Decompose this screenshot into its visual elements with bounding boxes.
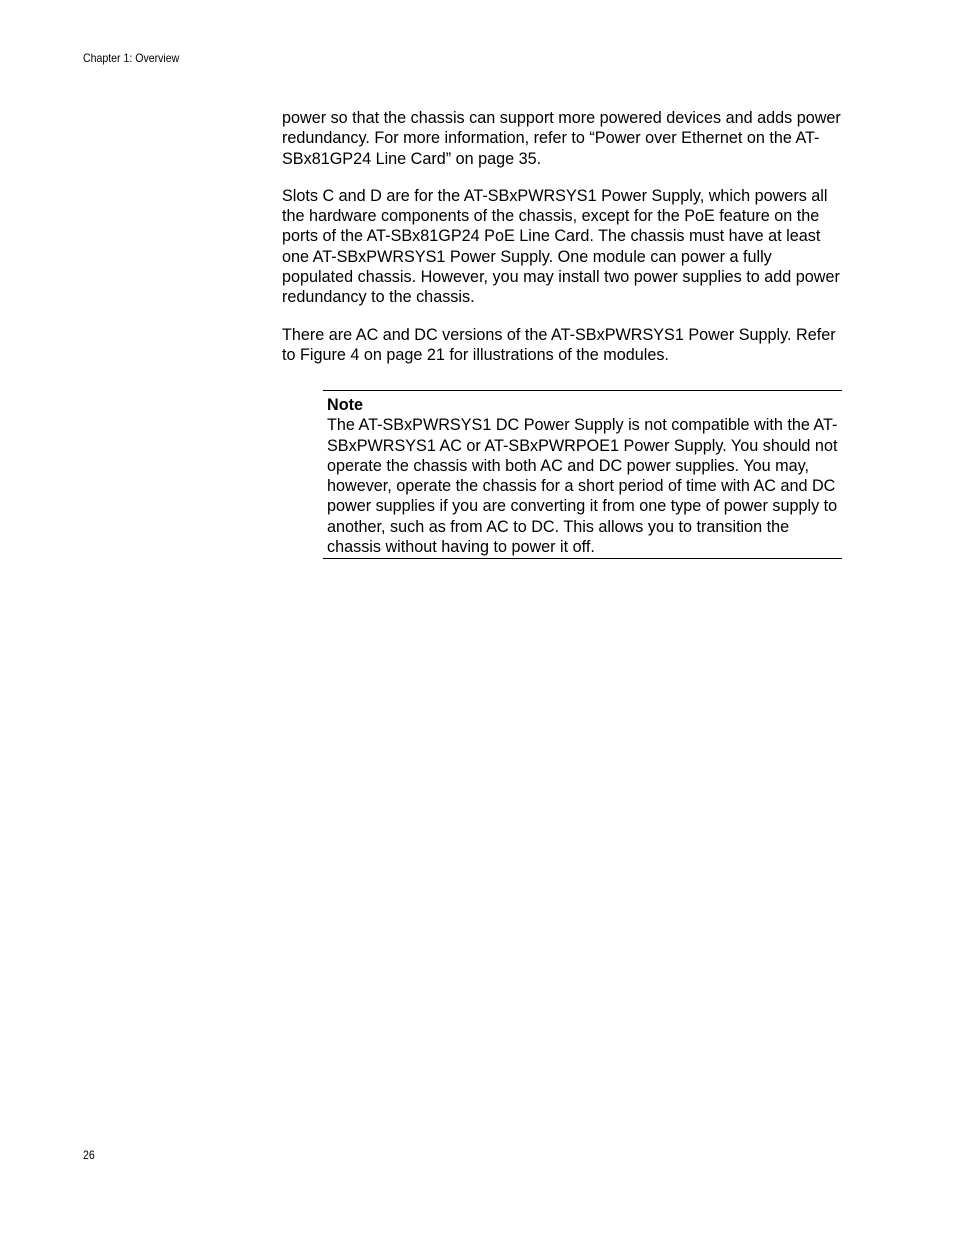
running-header: Chapter 1: Overview — [83, 51, 180, 65]
note-text: The AT-SBxPWRSYS1 DC Power Supply is not compatible with the AT-SBxPWRSYS1 AC or AT-SBxPWRPOE1 Power Supply. You should not operate the chassis with both AC and DC power supplies. You may, however, operate the chassis for a short period of time with AC and DC power supplies if you are converting it from one type of power supply to another, such as from AC to DC. This allows you to transition the chassis without having to power it off. — [327, 416, 838, 557]
paragraph-ac-dc-versions: There are AC and DC versions of the AT-SBxPWRSYS1 Power Supply. Refer to Figure 4 on page 21 for illustrations of the modules. — [282, 325, 836, 364]
paragraph-slots-c-d: Slots C and D are for the AT-SBxPWRSYS1 Power Supply, which powers all the hardware components of the chassis, except for the PoE feature on the ports of the AT-SBx81GP24 PoE Line Card. The chassis must have at least one AT-SBxPWRSYS1 Power Supply. One module can power a fully populated chassis. However, you may install two power supplies to add power redundancy to the chassis. — [282, 186, 840, 307]
paragraph-power-over-ethernet: power so that the chassis can support more powered devices and adds power redundancy. For more information, refer to “Power over Ethernet on the AT-SBx81GP24 Line Card” on page 35. — [282, 109, 841, 168]
note-label: Note — [327, 396, 363, 414]
body-text — [282, 108, 844, 382]
page-number: 26 — [83, 1148, 95, 1162]
note-box — [323, 390, 842, 559]
